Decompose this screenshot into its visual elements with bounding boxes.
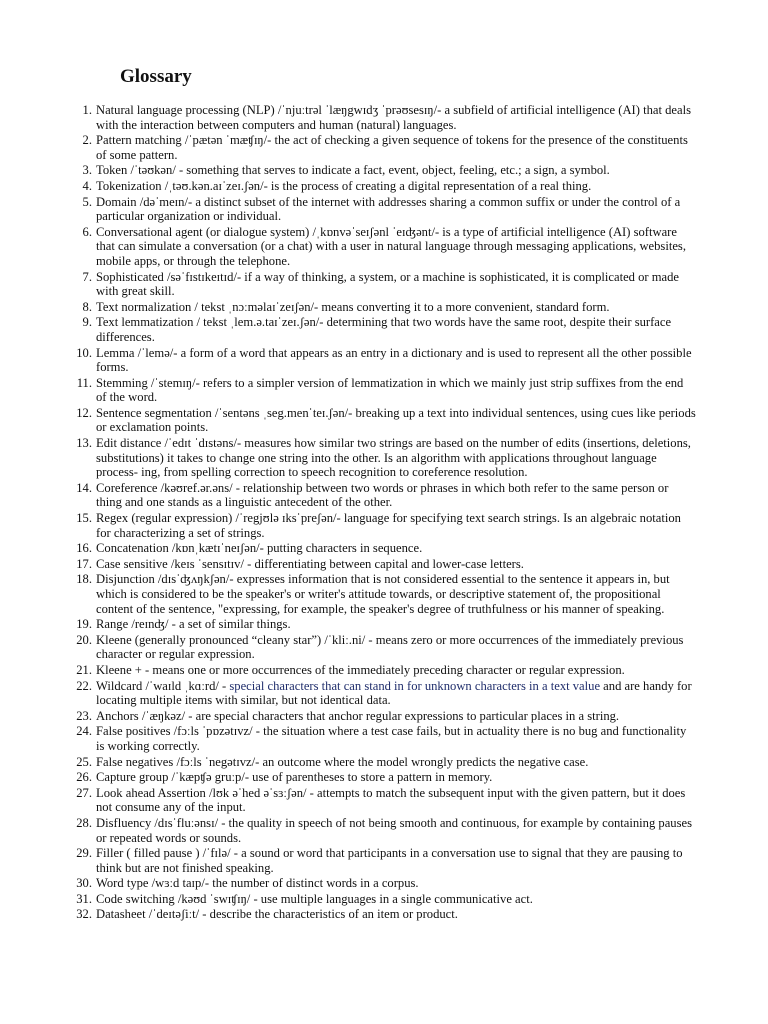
entry-number: 11. [76, 375, 92, 390]
entry-number: 7. [82, 269, 92, 284]
glossary-entry [72, 541, 696, 556]
entry-text: Stemming /ˈstemɪŋ/- refers to a simpler version of lemmatization in which we mainly just strip suffixes from the end of the word. [96, 375, 684, 405]
glossary-entry [72, 103, 696, 132]
entry-number: 13. [76, 436, 92, 451]
glossary-entry [72, 663, 696, 678]
entry-number: 25. [76, 754, 92, 769]
entry-text: Regex (regular expression) /ˈregjʊlə ɪksˈpreʃən/- language for specifying text search strings. Is an algebraic notation for characterizing a set of strings. [96, 511, 681, 540]
glossary-entry [72, 163, 696, 178]
entry-number: 32. [76, 907, 92, 922]
glossary-entry [72, 907, 696, 922]
glossary-entry [72, 133, 696, 162]
entry-text: Pattern matching /ˈpætən ˈmæʧɪŋ/- the act of checking a given sequence of tokens for the presence of the constituents of some pattern. [96, 133, 688, 162]
entry-number: 27. [76, 785, 92, 800]
glossary-entry [72, 846, 696, 875]
entry-text: Range /reɪnʤ/ - a set of similar things. [96, 617, 291, 632]
entry-text: Capture group /ˈkæpʧə gruːp/- use of parentheses to store a pattern in memory. [96, 770, 493, 785]
entry-text: False positives /fɔːls ˈpɒzətɪvz/ - the situation where a test case fails, but in actuality there is no bug and functionality is working correctly. [96, 724, 687, 753]
glossary-entry [72, 679, 696, 708]
entry-text: Concatenation /kɒnˌkætɪˈneɪʃən/- putting characters in sequence. [96, 541, 423, 556]
entry-text: Lemma /ˈlemə/- a form of a word that appears as an entry in a dictionary and is used to represent all the other possible forms. [96, 345, 692, 375]
entry-number: 16. [76, 541, 92, 556]
entry-number: 10. [76, 345, 92, 360]
glossary-entry [72, 770, 696, 785]
glossary-entry [72, 511, 696, 540]
entry-text: Domain /dəˈmeɪn/- a distinct subset of the internet with addresses sharing a common suffix or under the control of a particular organization or individual. [96, 194, 681, 224]
entry-number: 23. [76, 708, 92, 723]
entry-number: 26. [76, 770, 92, 785]
glossary-entry [72, 876, 696, 891]
entry-text: Disfluency /dɪsˈfluːənsɪ/ - the quality in speech of not being smooth and continuous, for example by containing pauses or repeated words or sounds. [96, 815, 692, 845]
glossary-entry [72, 179, 696, 194]
entry-number: 29. [76, 846, 92, 861]
glossary-entry [72, 346, 696, 375]
entry-number: 2. [82, 133, 92, 148]
entry-number: 24. [76, 724, 92, 739]
entry-number: 15. [76, 511, 92, 526]
entry-text: Natural language processing (NLP) /ˈnjuːtrəl ˈlæŋgwɪdʒ ˈprəʊsesɪŋ/- a subfield of artificial intelligence (AI) that deals with the interaction between computers and human (natural) languages. [96, 103, 691, 132]
entry-text: Look ahead Assertion /lʊk əˈhed əˈsɜːʃən/ - attempts to match the subsequent input with the given pattern, but it does not consume any of the input. [96, 785, 686, 815]
glossary-entry [72, 786, 696, 815]
entry-text: Edit distance /ˈedɪt ˈdɪstəns/- measures how similar two strings are based on the number of edits (insertions, deletions, substitutions) it takes to change one string into the other. Is an algorithm with applications throughout language process- ing, from spelling correction to speech recognition to coreference resolution. [96, 436, 691, 480]
entry-text: Coreference /kəʊref.ər.əns/ - relationship between two words or phrases in which both refer to the same person or thing and one stands as a linguistic antecedent of the other. [96, 480, 669, 510]
glossary-entry [72, 557, 696, 572]
glossary-entry [72, 315, 696, 344]
glossary-entry [72, 892, 696, 907]
glossary-entry [72, 270, 696, 299]
entry-number: 17. [76, 556, 92, 571]
glossary-entry [72, 406, 696, 435]
entry-text: and are handy for locating multiple items with similar, but not identical data. [96, 678, 692, 708]
entry-text: Text lemmatization / tekst ˌlem.ə.taɪˈzeɪ.ʃən/- determining that two words have the same root, despite their surface differences. [96, 315, 672, 344]
entry-text: Tokenization /ˌtəʊ.kən.aɪˈzeɪ.ʃən/- is the process of creating a digital representation of a real thing. [96, 178, 592, 193]
glossary-entry [72, 724, 696, 753]
entry-number: 3. [82, 163, 92, 178]
entry-number: 19. [76, 617, 92, 632]
glossary-list [72, 103, 696, 922]
entry-text: Filler ( filled pause ) /ˈfɪlə/ - a sound or word that participants in a conversation use to signal that they are pausing to think but are not finished speaking. [96, 846, 683, 875]
entry-text: Wildcard /ˈwaɪld ˌkɑːrd/ - [96, 678, 230, 693]
entry-text: Conversational agent (or dialogue system) /ˌkɒnvəˈseɪʃənl ˈeɪʤənt/- is a type of artificial intelligence (AI) software that can simulate a conversation (or a chat) with a user in natural language through messaging applications, websites, mobile apps, or through the telephone. [96, 224, 686, 268]
entry-number: 18. [76, 572, 92, 587]
entry-number: 9. [82, 315, 92, 330]
entry-text: Word type /wɜːd taɪp/- the number of distinct words in a corpus. [96, 876, 419, 891]
entry-text: Case sensitive /keɪs ˈsensɪtɪv/ - differentiating between capital and lower-case letters. [96, 556, 524, 571]
entry-number: 4. [82, 178, 92, 193]
entry-text: Sophisticated /səˈfɪstɪkeɪtɪd/- if a way of thinking, a system, or a machine is sophisticated, it is complicated or made with great skill. [96, 269, 680, 299]
entry-number: 31. [76, 891, 92, 906]
entry-text: Text normalization / tekst ˌnɔːməlaɪˈzeɪʃən/- means converting it to a more convenient, standard form. [96, 299, 610, 314]
glossary-entry [72, 816, 696, 845]
glossary-entry [72, 300, 696, 315]
glossary-entry [72, 572, 696, 616]
entry-number: 14. [76, 480, 92, 495]
entry-text: False negatives /fɔːls ˈnegətɪvz/- an outcome where the model wrongly predicts the negative case. [96, 754, 589, 769]
entry-text: Token /ˈtəʊkən/ - something that serves to indicate a fact, event, object, feeling, etc.; a sign, a symbol. [96, 163, 610, 178]
entry-text: Datasheet /ˈdeɪtəʃiːt/ - describe the characteristics of an item or product. [96, 907, 458, 922]
entry-number: 12. [76, 405, 92, 420]
entry-number: 6. [82, 224, 92, 239]
glossary-entry [72, 195, 696, 224]
glossary-entry [72, 633, 696, 662]
entry-text: Disjunction /dɪsˈʤʌŋkʃən/- expresses information that is not considered essential to the sentence it appears in, but which is considered to be the speaker's or writer's attitude towards, or descriptive statement of, the propositional content of the sentence, "expressing, for example, the speaker's degree of truthfulness or his manner of speaking. [96, 572, 670, 616]
entry-text: Code switching /kəʊd ˈswɪʧɪŋ/ - use multiple languages in a single communicative act. [96, 891, 533, 906]
entry-number: 28. [76, 815, 92, 830]
entry-number: 30. [76, 876, 92, 891]
entry-number: 1. [82, 103, 92, 117]
glossary-entry [72, 617, 696, 632]
entry-number: 5. [82, 194, 92, 209]
glossary-entry [72, 436, 696, 480]
glossary-entry [72, 709, 696, 724]
entry-number: 20. [76, 632, 92, 647]
glossary-entry [72, 481, 696, 510]
entry-number: 8. [82, 299, 92, 314]
page-title: Glossary [120, 66, 192, 87]
entry-text: Kleene (generally pronounced “cleany star”) /ˈkliː.ni/ - means zero or more occurrences of the immediately previous character or regular expression. [96, 632, 684, 662]
glossary-entry [72, 225, 696, 269]
glossary-entry [72, 376, 696, 405]
glossary-entry [72, 755, 696, 770]
entry-number: 21. [76, 662, 92, 677]
entry-number: 22. [76, 678, 92, 693]
entry-text: Anchors /ˈæŋkəz/ - are special characters that anchor regular expressions to particular places in a string. [96, 708, 620, 723]
entry-text: Kleene + - means one or more occurrences of the immediately preceding character or regular expression. [96, 662, 625, 677]
entry-text: Sentence segmentation /ˈsentəns ˌseg.menˈteɪ.ʃən/- breaking up a text into individual sentences, using cues like periods or exclamation points. [96, 405, 696, 435]
entry-highlighted-text: special characters that can stand in for unknown characters in a text value [229, 678, 601, 693]
